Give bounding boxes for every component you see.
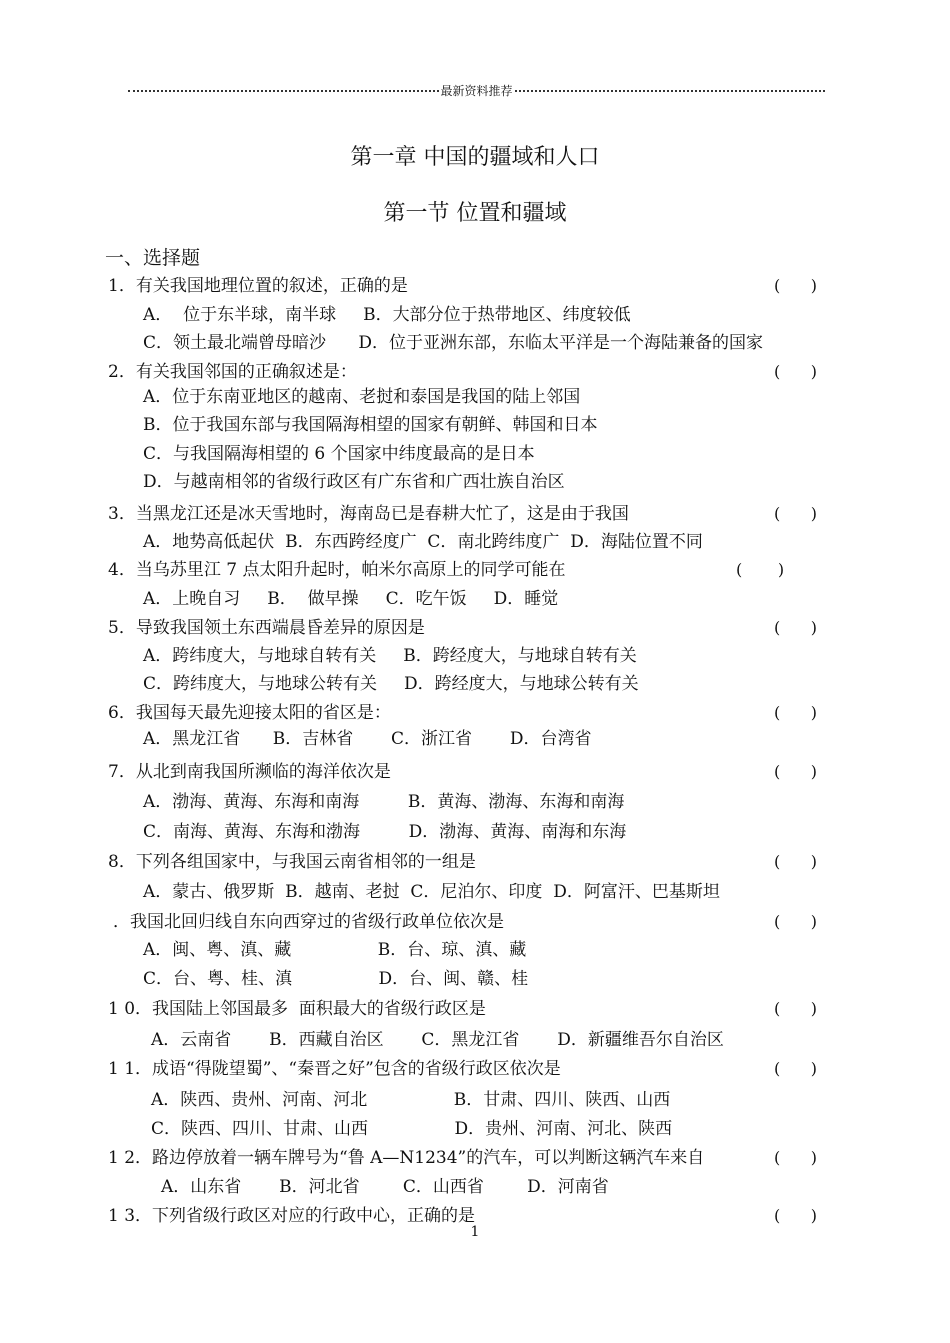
answer-blank: ( ) <box>774 618 817 637</box>
header-text: 最新资料推荐 <box>440 83 513 98</box>
question-line: 2．有关我国邻国的正确叙述是： <box>108 362 357 382</box>
part-title: 一、选择题 <box>105 247 201 269</box>
question-line: 6．我国每天最先迎接太阳的省区是： <box>108 703 391 723</box>
question-line: 5．导致我国领土东西端晨昏差异的原因是 <box>108 618 425 638</box>
answer-blank: ( ) <box>774 762 817 781</box>
answer-blank: ( ) <box>774 1206 817 1225</box>
page-number: 1 <box>470 1224 480 1240</box>
question-line: 1 1．成语“得陇望蜀”、“秦晋之好”包含的省级行政区依次是 <box>108 1059 561 1079</box>
question-line: 1 0．我国陆上邻国最多 面积最大的省级行政区是 <box>108 999 486 1019</box>
header-dots-right <box>515 90 826 92</box>
answer-blank: ( ) <box>774 703 817 722</box>
question-line: ．我国北回归线自东向西穿过的省级行政单位依次是 <box>113 912 504 932</box>
answer-blank: ( ) <box>774 276 817 295</box>
question-line: 1 2．路边停放着一辆车牌号为“鲁 A—N1234”的汽车，可以判断这辆汽车来自 <box>108 1148 705 1168</box>
page-header <box>128 80 825 100</box>
option-line: A．黑龙江省 B．吉林省 C．浙江省 D．台湾省 <box>143 729 592 749</box>
question-line: 7．从北到南我国所濒临的海洋依次是 <box>108 762 391 782</box>
option-line: C．跨纬度大，与地球公转有关 D．跨经度大，与地球公转有关 <box>143 674 639 694</box>
option-line: A．位于东南亚地区的越南、老挝和泰国是我国的陆上邻国 <box>143 387 581 407</box>
answer-blank: ( ) <box>774 362 817 381</box>
option-line: A．山东省 B．河北省 C．山西省 D．河南省 <box>161 1177 609 1197</box>
answer-blank: ( ) <box>774 504 817 523</box>
option-line: A．云南省 B．西藏自治区 C．黑龙江省 D．新疆维吾尔自治区 <box>151 1030 724 1050</box>
option-line: C．台、粤、桂、滇 D．台、闽、赣、桂 <box>143 969 529 989</box>
question-line: 1．有关我国地理位置的叙述，正确的是 <box>108 276 408 296</box>
question-line: 1 3．下列省级行政区对应的行政中心，正确的是 <box>108 1206 476 1226</box>
option-line: A．渤海、黄海、东海和南海 B．黄海、渤海、东海和南海 <box>143 792 625 812</box>
question-line: 4．当乌苏里江 7 点太阳升起时，帕米尔高原上的同学可能在 <box>108 560 566 580</box>
header-dots-left <box>128 90 439 92</box>
answer-blank: ( ) <box>774 852 817 871</box>
option-line: A．蒙古、俄罗斯 B．越南、老挝 C．尼泊尔、印度 D．阿富汗、巴基斯坦 <box>143 882 720 902</box>
question-line: 3．当黑龙江还是冰天雪地时，海南岛已是春耕大忙了，这是由于我国 <box>108 504 629 524</box>
answer-blank: ( ) <box>774 999 817 1018</box>
option-line: C．与我国隔海相望的 6 个国家中纬度最高的是日本 <box>143 444 535 464</box>
option-line: A．闽、粤、滇、藏 B．台、琼、滇、藏 <box>143 940 527 960</box>
section-title: 第一节 位置和疆域 <box>383 201 567 226</box>
option-line: A．跨纬度大，与地球自转有关 B．跨经度大，与地球自转有关 <box>143 646 637 666</box>
chapter-title: 第一章 中国的疆域和人口 <box>350 145 600 170</box>
answer-blank: ( ) <box>774 1148 817 1167</box>
option-line: C．领土最北端曾母暗沙 D．位于亚洲东部，东临太平洋是一个海陆兼备的国家 <box>143 333 764 353</box>
question-line: 8．下列各组国家中，与我国云南省相邻的一组是 <box>108 852 476 872</box>
option-line: C．陕西、四川、甘肃、山西 D．贵州、河南、河北、陕西 <box>151 1119 673 1139</box>
option-line: B．位于我国东部与我国隔海相望的国家有朝鲜、韩国和日本 <box>143 415 598 435</box>
answer-blank: ( ) <box>774 1059 817 1078</box>
answer-blank: ( ) <box>736 560 785 579</box>
option-line: C．南海、黄海、东海和渤海 D．渤海、黄海、南海和东海 <box>143 822 627 842</box>
option-line: A．上晚自习 B． 做早操 C．吃午饭 D．睡觉 <box>143 589 559 609</box>
option-line: A．陕西、贵州、河南、河北 B．甘肃、四川、陕西、山西 <box>151 1090 671 1110</box>
answer-blank: ( ) <box>774 912 817 931</box>
option-line: D．与越南相邻的省级行政区有广东省和广西壮族自治区 <box>143 472 565 492</box>
option-line: A．地势高低起伏 B．东西跨经度广 C．南北跨纬度广 D．海陆位置不同 <box>143 532 703 552</box>
option-line: A． 位于东半球，南半球 B．大部分位于热带地区、纬度较低 <box>143 305 631 325</box>
